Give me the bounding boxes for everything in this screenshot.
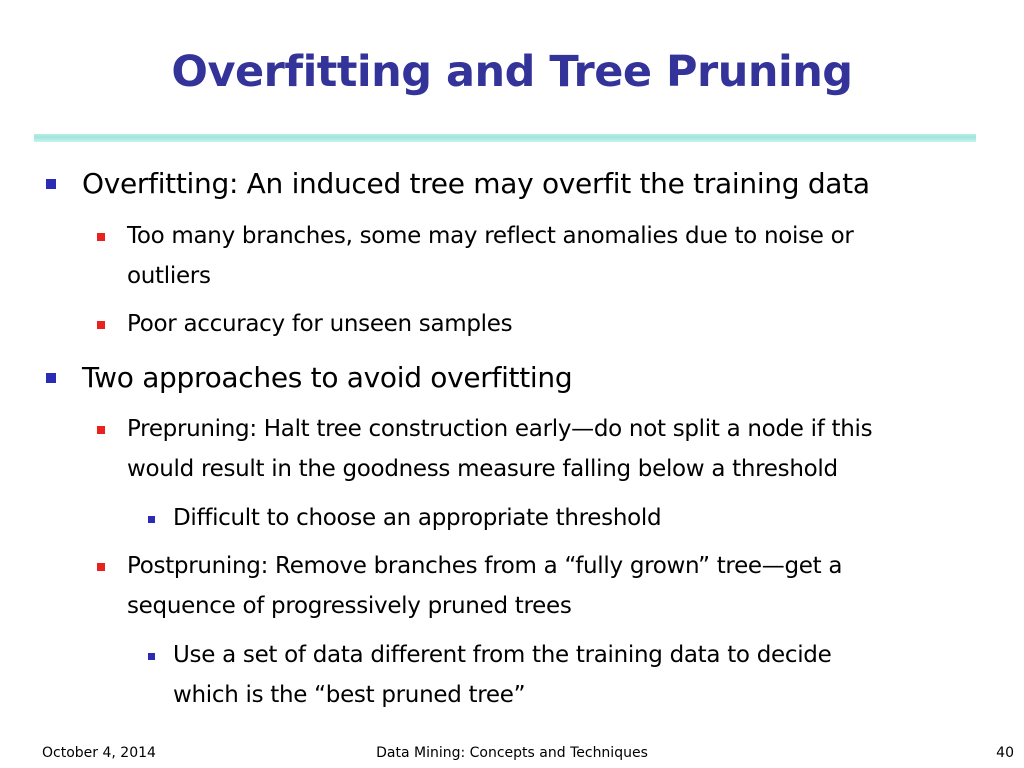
bullet-text: Overfitting: An induced tree may overfit the training data [82, 167, 870, 200]
bullet-text-line: which is the “best pruned tree” [173, 682, 526, 708]
bullet-text: Two approaches to avoid overfitting [82, 361, 573, 394]
sub-bullet-square-icon [97, 233, 105, 241]
slide-title: Overfitting and Tree Pruning [171, 47, 853, 97]
footer-date: October 4, 2014 [42, 745, 156, 761]
bullet-text-line: Difficult to choose an appropriate threshold [173, 505, 662, 531]
bullet-text-line: Prepruning: Halt tree construction early—do not split a node if this [127, 416, 873, 442]
sub-bullet-square-icon [97, 563, 105, 571]
bullet-square-icon [46, 179, 56, 189]
footer-title: Data Mining: Concepts and Techniques [376, 745, 648, 761]
bullet-text-line: Postpruning: Remove branches from a “fully grown” tree—get a [127, 553, 843, 579]
sub-sub-bullet-square-icon [148, 516, 155, 523]
sub-sub-bullet-square-icon [148, 653, 155, 660]
bullet-text-line: Poor accuracy for unseen samples [127, 311, 513, 337]
bullet-text-line: Use a set of data different from the training data to decide [173, 642, 832, 668]
bullet-text-line: Too many branches, some may reflect anomalies due to noise or [127, 223, 854, 249]
bullet-text-line: outliers [127, 263, 211, 289]
page-number: 40 [996, 745, 1014, 761]
sub-bullet-square-icon [97, 426, 105, 434]
bullet-square-icon [46, 373, 56, 383]
bullet-text-line: would result in the goodness measure falling below a threshold [127, 456, 838, 482]
bullet-text-line: sequence of progressively pruned trees [127, 593, 572, 619]
sub-bullet-square-icon [97, 321, 105, 329]
